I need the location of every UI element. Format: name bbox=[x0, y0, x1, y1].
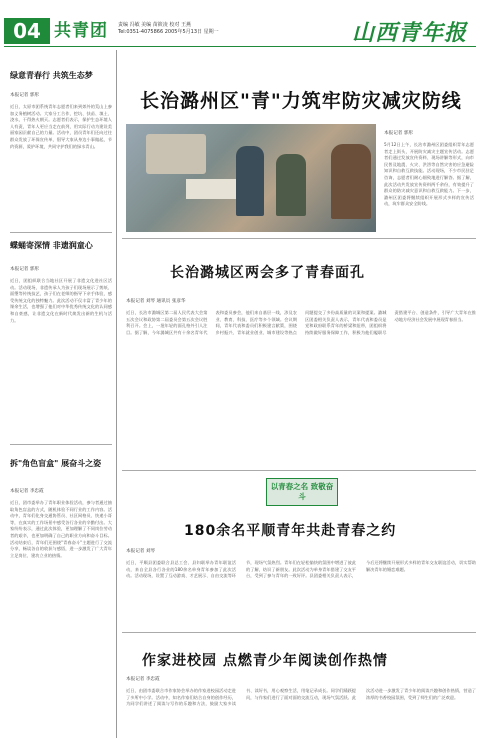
header-rule bbox=[4, 46, 476, 47]
left-article-3-title: 拆"角色盲盒" 展奋斗之姿 bbox=[10, 459, 102, 468]
article2-body: 近日，长治市潞城区第二届人民代表大会第五次会议和政协第二届委员会第五次会议胜利召开。会上，一批年轻的面孔格外引人注目。据了解，今年潞城区共有十余名青年代表和委员参会，他们来自基层一线，涉及农业、教育、科技、医疗等多个领域。会议期间，青年代表和委员们积极建言献策，围绕乡村振兴、青年就业创业、城市建设等热点问题提交了多份高质量的议案和提案。潞城区团委相关负责人表示，青年代表和委员是党和政府联系青年的桥梁和纽带，团组织将持续做好服务保障工作，积极为他们履职尽责搭建平台、创造条件，引导广大青年在推动地方经济社会发展中展现青春担当。 bbox=[126, 310, 476, 335]
tel-date-line: Tel:0351-4075866 2005年5月13日 星期一 bbox=[118, 29, 219, 35]
article4-byline: 本报记者 李忠霞 bbox=[126, 677, 160, 682]
divider-3 bbox=[122, 632, 476, 633]
article4-body: 近日，由团市委联合市作家协会举办的作家进校园活动走进了多所中小学。活动中，知名作家们结合自身的创作经历，为同学们讲述了阅读与写作的乐趣和方法，鼓励大家多读书、读好书，用心观察生活，用笔记录成长。同学们踊跃提问，与作家们进行了面对面的交流互动，现场气氛活跃。此次活动进一步激发了青少年的阅读兴趣和创作热情，营造了浓厚的书香校园氛围，受到了师生们的广泛欢迎。 bbox=[126, 688, 476, 707]
main-body: 5月12日上午，长治市潞州区团委组织青年志愿者走上街头，开展防灾减灾主题宣传活动。志愿者们通过发放宣传资料、现场讲解等形式，向市民普及地震、火灾、洪涝等自然灾害的应急避险知识和自救互救技能。活动现场，不少市民驻足咨询，志愿者们耐心细致地进行解答。据了解，此次活动共发放宣传资料两千余份，有效提升了群众的防灾减灾意识和自救互救能力。下一步，潞州区团委将继续组织开展形式多样的宣传活动，筑牢群众安全防线。 bbox=[384, 142, 474, 207]
article3-byline: 本报记者 刘琴 bbox=[126, 549, 156, 554]
left-article-2-byline: 本报记者 郭彤 bbox=[10, 267, 40, 272]
article2-headline: 长治潞城区两会多了青春面孔 bbox=[170, 265, 365, 281]
left-article-3-byline: 本报记者 李忠霞 bbox=[10, 489, 44, 494]
left-article-1-title: 绿意青春行 共筑生态梦 bbox=[10, 71, 93, 80]
header-meta bbox=[118, 22, 219, 36]
left-article-3-body: 近日，团市委举办了青年职业体验活动，参与者通过抽取角色盲盒的方式，随机体验不同行业的工作内容。活动中，青年们化身交通协管员、社区网格员、快递小哥等，在真实的工作场景中感受各行各业的辛勤付出。大家纷纷表示，通过此次体验，更加理解了不同岗位劳动者的艰辛，也更加明确了自己的职业方向和奋斗目标。活动结束后，青年们还围绕"青春奋斗"主题进行了交流分享，畅谈各自的收获与感悟，进一步激发了广大青年立足岗位、建功立业的热情。 bbox=[10, 500, 112, 558]
left-divider-2 bbox=[10, 444, 112, 445]
main-photo bbox=[126, 124, 376, 232]
left-article-2-title: 蝶蛹寄深情 非遗润童心 bbox=[10, 241, 93, 250]
page-number: 04 bbox=[4, 18, 50, 44]
divider-2 bbox=[122, 470, 476, 471]
main-byline: 本报记者 郭彤 bbox=[384, 131, 414, 136]
column-divider bbox=[116, 50, 117, 738]
article2-byline: 本报记者 刘琴 通讯员 张彦华 bbox=[126, 299, 186, 304]
section-name: 共青团 bbox=[54, 21, 108, 41]
editors-line: 责编 冯敏 美编 苗筱凌 校对 王燕 bbox=[118, 22, 191, 28]
topic-banner bbox=[266, 478, 338, 506]
left-article-2-body: 近日，团组织联合当地社区开展了非遗文化进社区活动。活动现场，非遗传承人为孩子们现场展示了剪纸、面塑等传统技艺，孩子们在老师的指导下亲手体验，感受传统文化的独特魅力。此次活动不仅丰富了青少年的课余生活，也增强了他们对中华优秀传统文化的认同感和自豪感，让非遗文化在新时代焕发出新的生机与活力。 bbox=[10, 278, 112, 323]
main-headline: 长治潞州区"青"力筑牢防灾减灾防线 bbox=[140, 90, 462, 112]
article4-headline: 作家进校园 点燃青少年阅读创作热情 bbox=[142, 653, 388, 669]
divider-main bbox=[122, 238, 476, 239]
article3-body: 近日，平顺县团委联合县总工会、县妇联举办青年联谊活动，来自全县各行各业的180余名单身青年参加了此次活动。活动现场，设置了互动游戏、才艺展示、自由交流等环节，现场气氛热烈。青年们在轻松愉快的氛围中增进了彼此的了解，结识了新朋友。此次活动为单身青年搭建了交友平台，受到了参与青年的一致好评。县团委相关负责人表示，今后还将继续开展形式多样的青年交友联谊活动，切实帮助解决青年的婚恋难题。 bbox=[126, 560, 476, 579]
topic-banner-text: 以青春之名 致敬奋斗 bbox=[270, 482, 334, 501]
left-article-1-body: 近日，太原市团系统青年志愿者们来到郊外的荒山上参加义务植树活动。大家分工合作，挖坑、扶苗、填土、浇水，干得热火朝天。志愿者们表示，保护生态环境人人有责，青年人更应当走在前列，用实际行动为建设美丽家园贡献自己的力量。活动中，团员青年们还向过往群众发放了环保宣传单，倡导大家从身边小事做起，节约资源，爱护环境，共同守护我们的绿水青山。 bbox=[10, 104, 112, 149]
left-article-1-byline: 本报记者 郭彤 bbox=[10, 93, 40, 98]
left-divider-1 bbox=[10, 232, 112, 233]
article3-headline: 180余名平顺青年共赴青春之约 bbox=[184, 523, 397, 539]
masthead: 山西青年报 bbox=[352, 20, 468, 46]
